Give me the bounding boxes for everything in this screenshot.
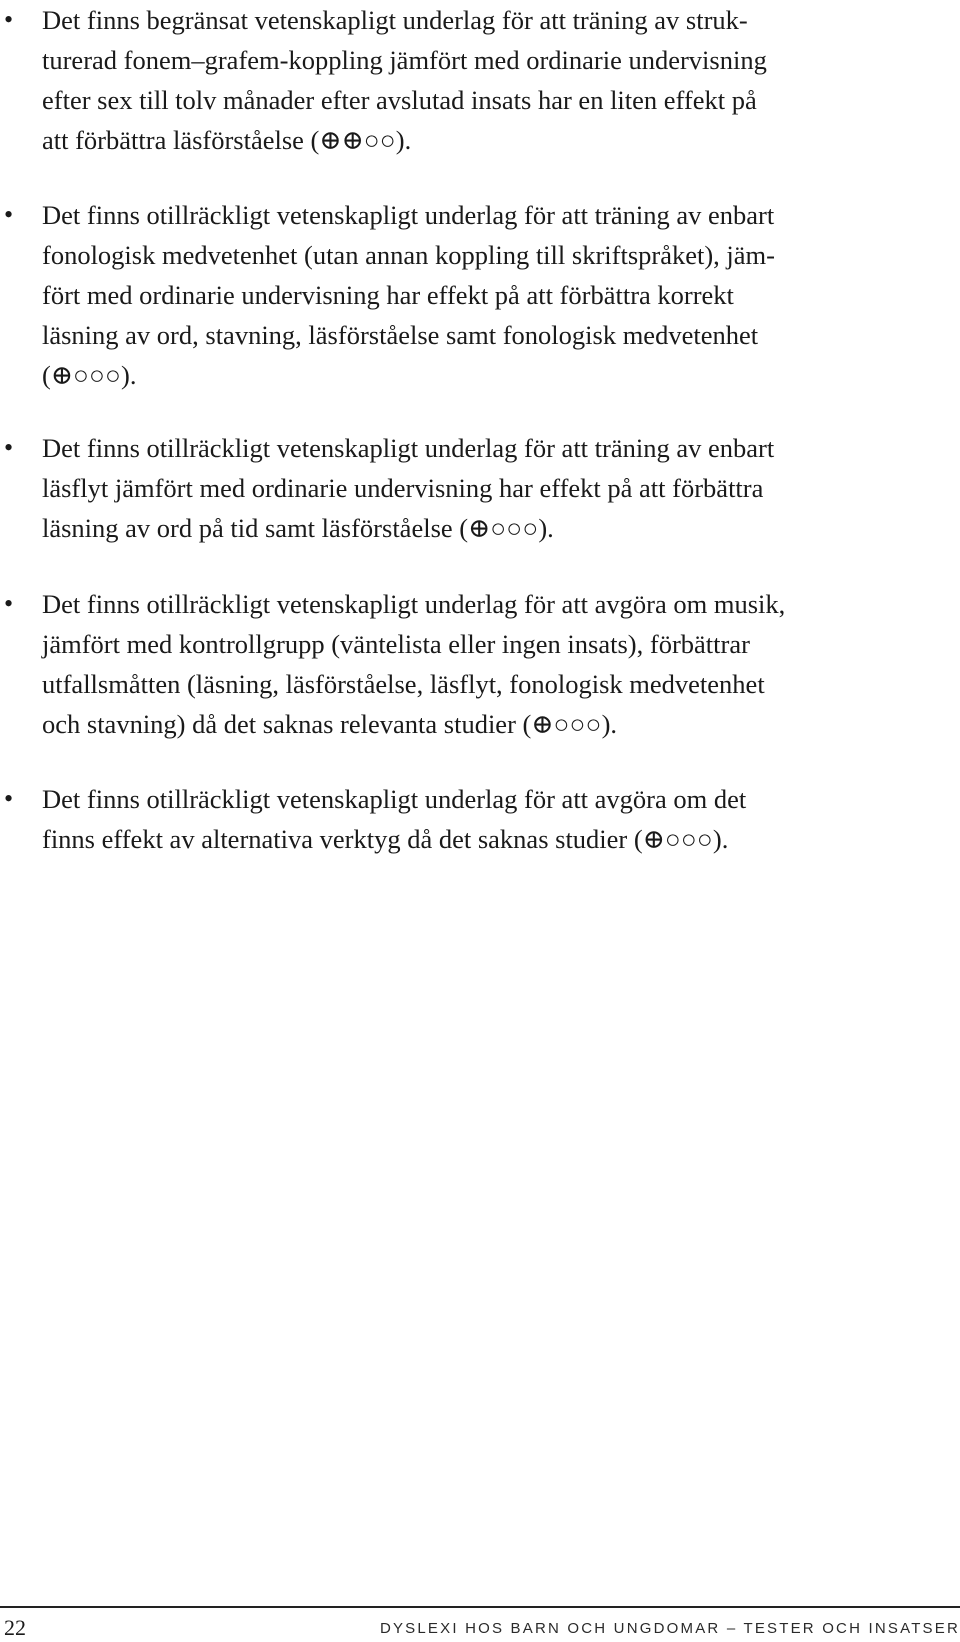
bullet-icon: • <box>4 433 14 462</box>
footer-divider <box>0 1606 960 1608</box>
text-line: fört med ordinarie undervisning har effekt på att förbättra korrekt <box>42 280 734 310</box>
text-line: och stavning) då det saknas relevanta studier (⊕○○○). <box>42 709 618 739</box>
text-line: (⊕○○○). <box>42 360 137 390</box>
text-line: Det finns begränsat vetenskapligt underlag för att träning av struk- <box>42 5 748 35</box>
text-line: utfallsmåtten (läsning, läsförståelse, läsflyt, fonologisk medvetenhet <box>42 669 765 699</box>
page-number: 22 <box>4 1615 26 1640</box>
text-line: fonologisk medvetenhet (utan annan koppling till skriftspråket), jäm- <box>42 240 775 270</box>
bullet-icon: • <box>4 200 14 229</box>
text-line: Det finns otillräckligt vetenskapligt underlag för att träning av enbart <box>42 433 775 463</box>
text-line: Det finns otillräckligt vetenskapligt underlag för att avgöra om musik, <box>42 589 786 619</box>
page-footer <box>0 1606 960 1640</box>
list-item-text <box>42 428 942 548</box>
bullet-icon: • <box>4 589 14 618</box>
list-item-text <box>42 0 942 160</box>
text-line: att förbättra läsförståelse (⊕⊕○○). <box>42 125 412 155</box>
text-line: finns effekt av alternativa verktyg då det saknas studier (⊕○○○). <box>42 824 729 854</box>
text-line: Det finns otillräckligt vetenskapligt underlag för att träning av enbart <box>42 200 775 230</box>
text-line: efter sex till tolv månader efter avslutad insats har en liten effekt på <box>42 85 757 115</box>
text-line: jämfört med kontrollgrupp (väntelista eller ingen insats), förbättrar <box>42 629 750 659</box>
text-line: läsflyt jämfört med ordinarie undervisning har effekt på att förbättra <box>42 473 764 503</box>
list-item-text <box>42 779 942 859</box>
running-title: DYSLEXI HOS BARN OCH UNGDOMAR – TESTER OCH INSATSER <box>379 1620 960 1637</box>
text-line: Det finns otillräckligt vetenskapligt underlag för att avgöra om det <box>42 784 747 814</box>
text-line: läsning av ord, stavning, läsförståelse samt fonologisk medvetenhet <box>42 320 759 350</box>
text-line: läsning av ord på tid samt läsförståelse (⊕○○○). <box>42 513 554 543</box>
bullet-icon: • <box>4 5 14 34</box>
list-item-text <box>42 195 942 395</box>
bullet-icon: • <box>4 784 14 813</box>
text-line: turerad fonem–grafem-koppling jämfört med ordinarie undervisning <box>42 45 767 75</box>
list-item-text <box>42 584 942 744</box>
